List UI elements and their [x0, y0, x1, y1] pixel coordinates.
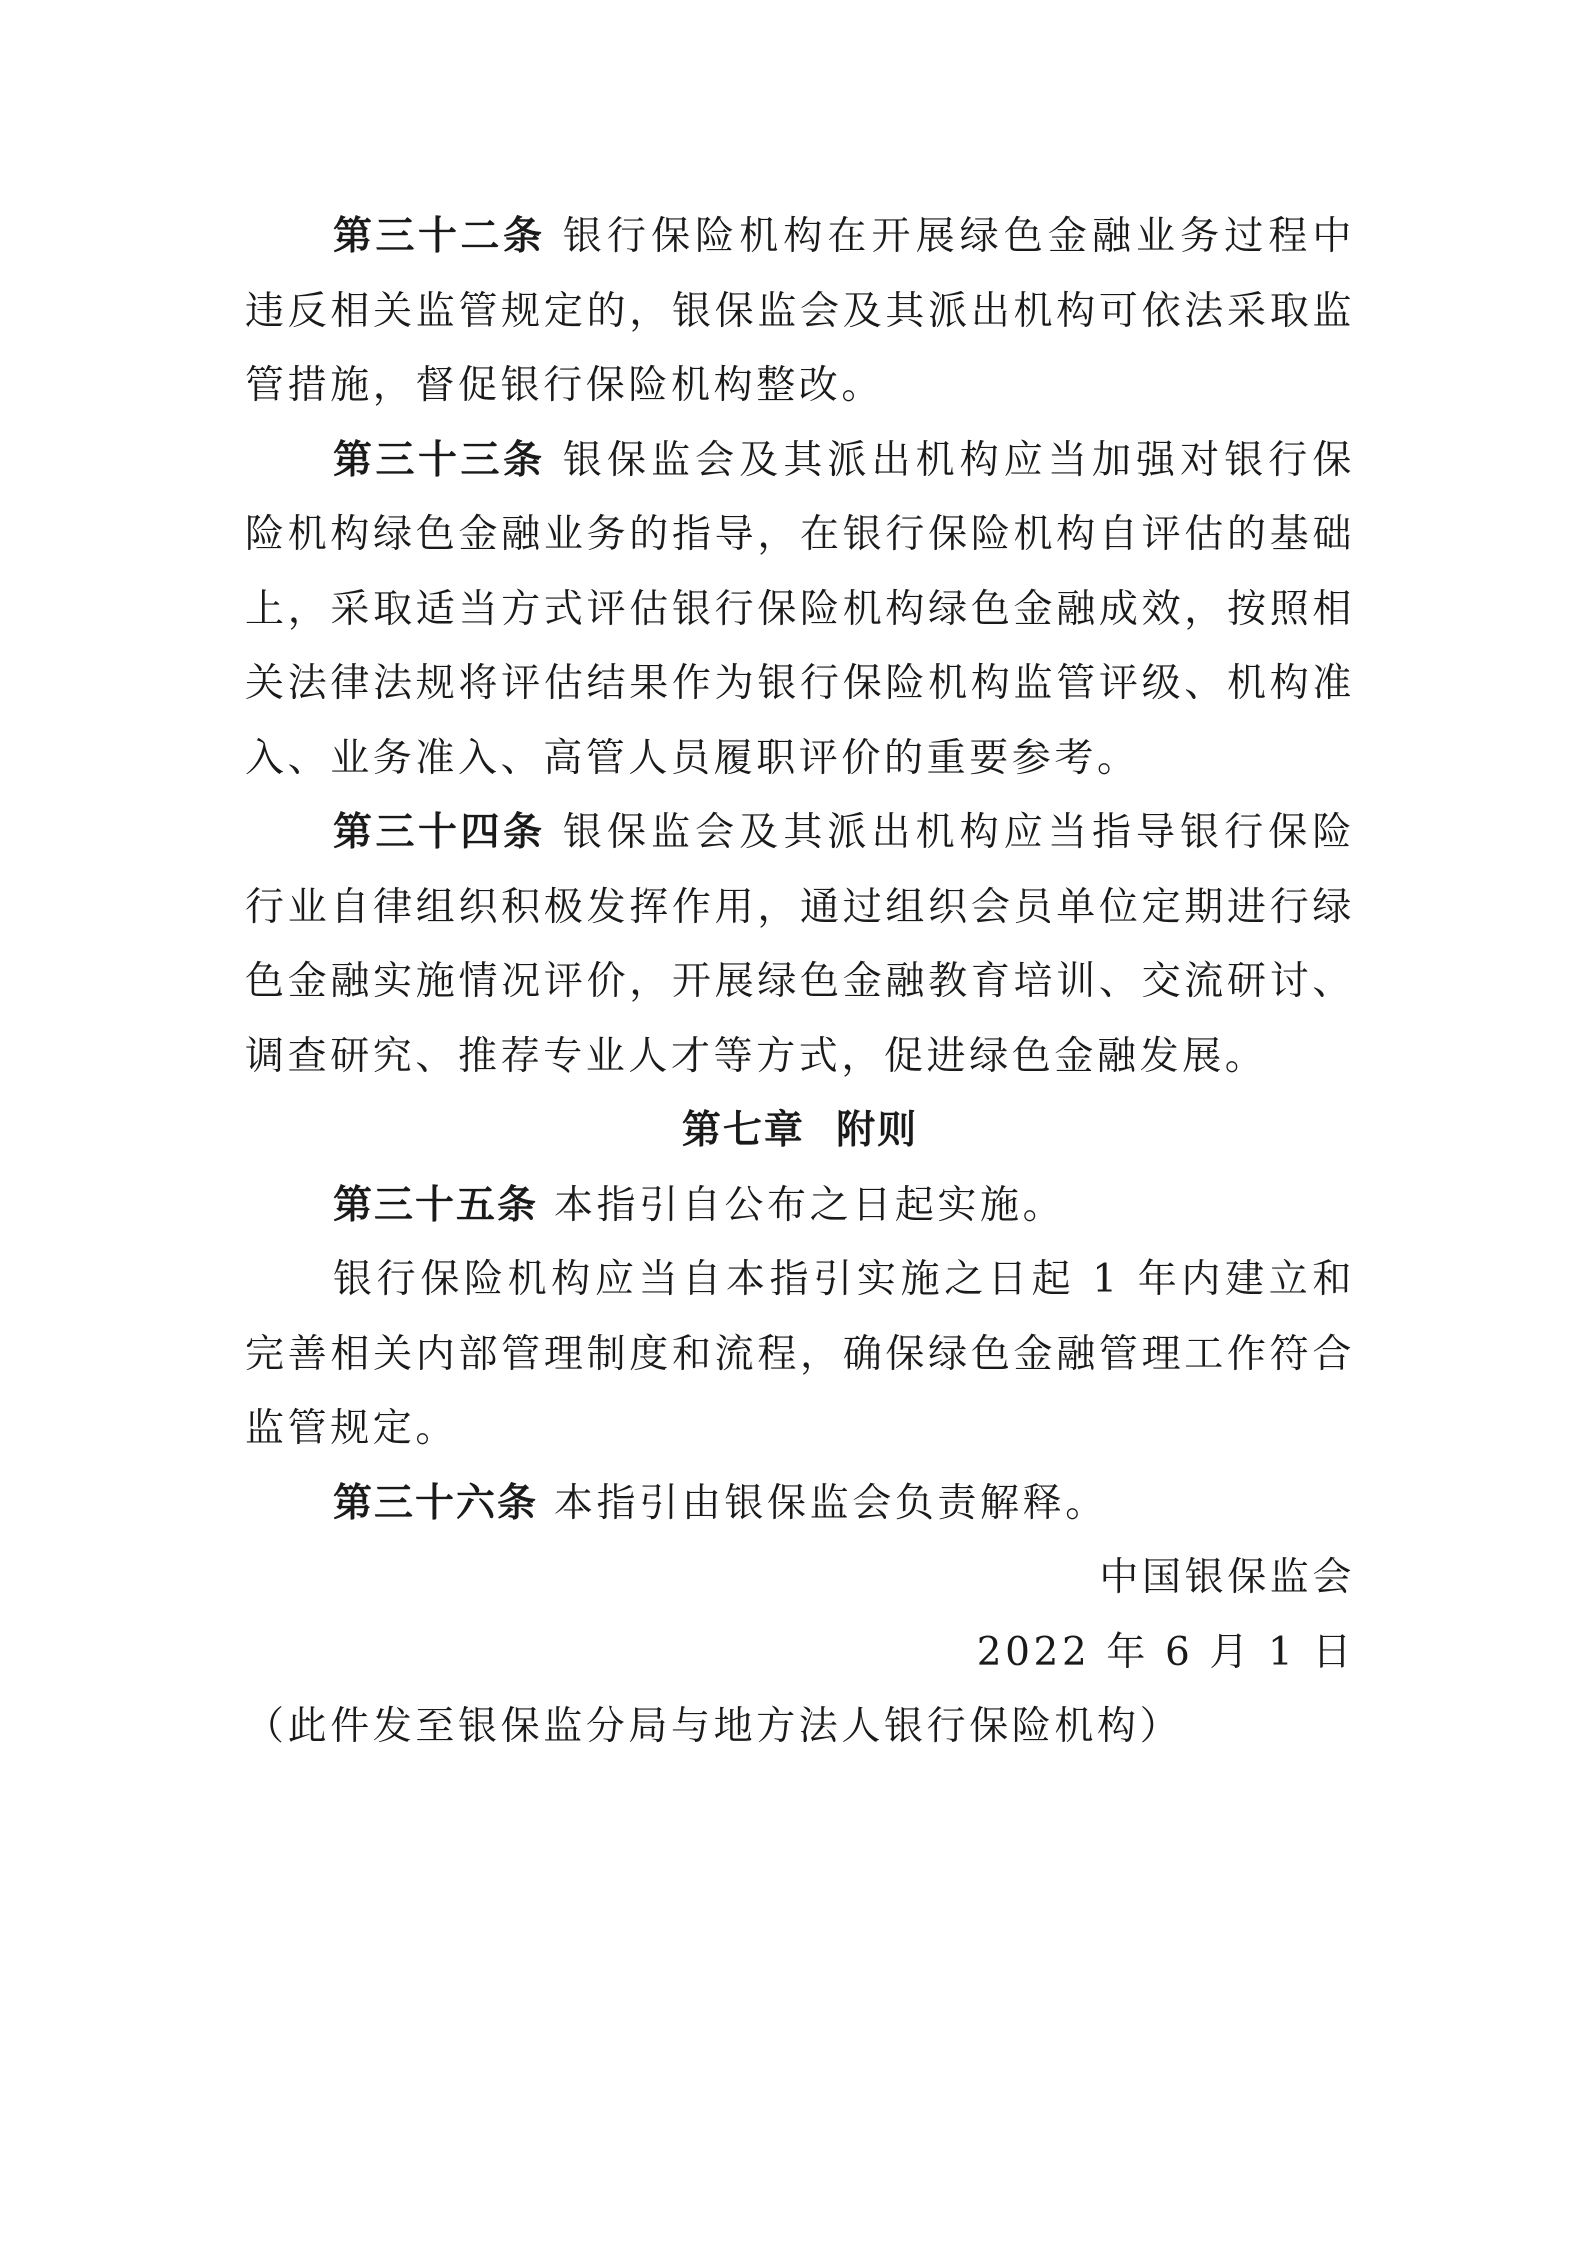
- issuer-signature: 中国银保监会: [1099, 1555, 1355, 1600]
- article-35-text: 本指引自公布之日起实施。: [554, 1182, 1066, 1228]
- article-34-label: 第三十四条: [333, 810, 546, 855]
- article-34: [245, 796, 1355, 1094]
- article-32-text: 银行保险机构在开展绿色金融业务过程中违反相关监管规定的，银保监会及其派出机构可依法采取监管措施，督促银行保险机构整改。: [245, 214, 1355, 408]
- document-body: [245, 200, 1355, 1765]
- article-33-text: 银保监会及其派出机构应当加强对银行保险机构绿色金融业务的指导，在银行保险机构自评估的基础上，采取适当方式评估银行保险机构绿色金融成效，按照相关法律法规将评估结果作为银行保险机构监管评级、机构准入、业务准入、高管人员履职评价的重要参考。: [245, 437, 1355, 781]
- article-32: [245, 200, 1355, 424]
- article-33-label: 第三十三条: [333, 437, 546, 483]
- distribution-note: （此件发至银保监分局与地方法人银行保险机构）: [245, 1704, 1183, 1749]
- issue-date: 2022 年 6 月 1 日: [976, 1629, 1355, 1675]
- article-33: [245, 424, 1355, 797]
- article-35: [245, 1169, 1355, 1244]
- article-36-label: 第三十六条: [333, 1480, 539, 1526]
- article-32-label: 第三十二条: [333, 214, 546, 259]
- article-34-text: 银保监会及其派出机构应当指导银行保险行业自律组织积极发挥作用，通过组织会员单位定期进行绿色金融实施情况评价，开展绿色金融教育培训、交流研讨、调查研究、推荐专业人才等方式，促进绿色金融发展。: [245, 810, 1355, 1079]
- article-35-label: 第三十五条: [333, 1182, 539, 1228]
- chapter-heading: 第七章 附则: [681, 1108, 919, 1153]
- article-36: [245, 1467, 1355, 1542]
- article-35-paragraph-2: 银行保险机构应当自本指引实施之日起 1 年内建立和完善相关内部管理制度和流程，确保绿色金融管理工作符合监管规定。: [245, 1257, 1355, 1451]
- article-36-text: 本指引由银保监会负责解释。: [554, 1480, 1108, 1526]
